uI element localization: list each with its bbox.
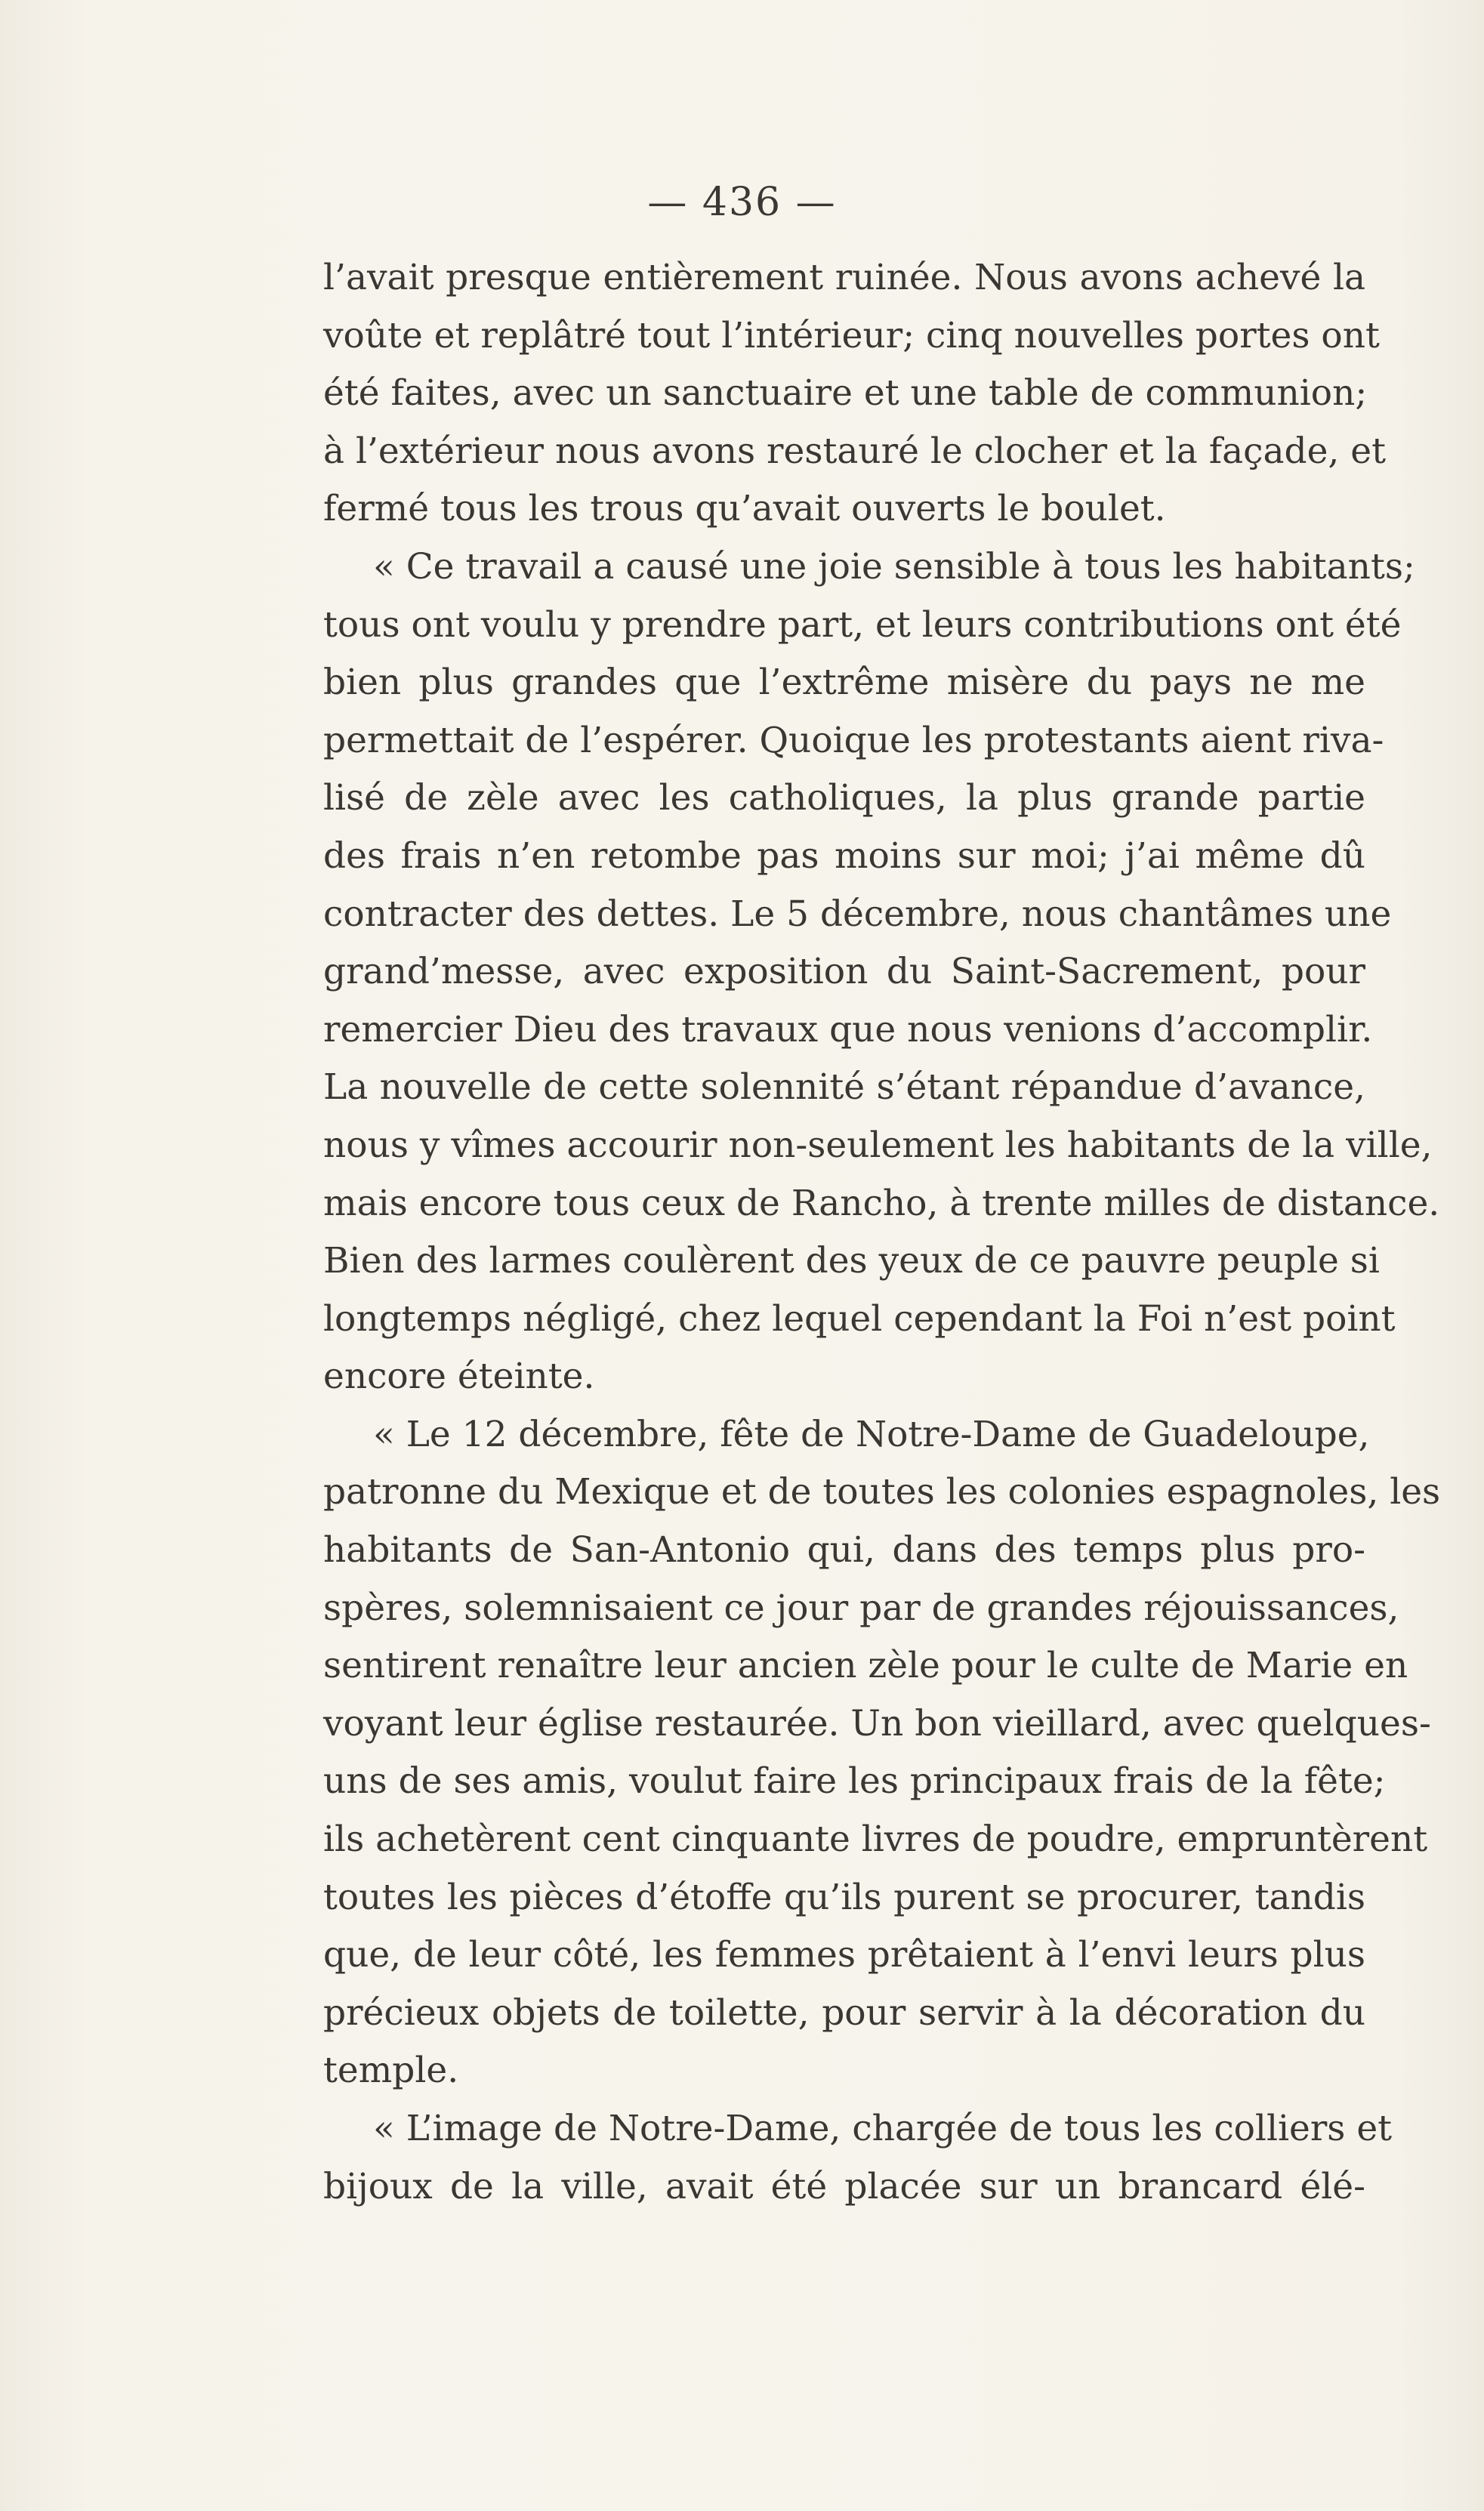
text-line: que, de leur côté, les femmes prêtaient à l’envi leurs plus — [323, 1934, 1365, 1976]
text-line: Bien des larmes coulèrent des yeux de ce pauvre peuple si — [323, 1240, 1380, 1282]
text-line: bien plus grandes que l’extrême misère du pays ne me — [323, 662, 1365, 704]
text-line: lisé de zèle avec les catholiques, la plus grande partie — [323, 777, 1365, 819]
text-line: tous ont voulu y prendre part, et leurs contributions ont été — [323, 603, 1402, 646]
text-line: été faites, avec un sanctuaire et une table de communion; — [323, 372, 1368, 415]
text-line: ils achetèrent cent cinquante livres de poudre, empruntèrent — [323, 1818, 1428, 1861]
text-line: spères, solemnisaient ce jour par de grandes réjouissances, — [323, 1587, 1399, 1629]
text-line: des frais n’en retombe pas moins sur moi; j’ai même dû — [323, 834, 1365, 877]
text-line: l’avait presque entièrement ruinée. Nous avons achevé la — [323, 257, 1365, 298]
text-line: bijoux de la ville, avait été placée sur un brancard élé- — [323, 2165, 1365, 2207]
text-line: « Ce travail a causé une joie sensible à tous les habitants; — [373, 545, 1415, 588]
text-line: précieux objets de toilette, pour servir à la décoration du — [323, 1991, 1365, 2034]
text-line: permettait de l’espérer. Quoique les protestants aient riva- — [323, 719, 1384, 761]
text-line: habitants de San-Antonio qui, dans des temps plus pro- — [323, 1529, 1365, 1572]
text-line: « L’image de Notre-Dame, chargée de tous les colliers et — [373, 2108, 1393, 2149]
text-line: à l’extérieur nous avons restauré le clocher et la façade, et — [323, 430, 1386, 472]
text-line: fermé tous les trous qu’avait ouverts le boulet. — [323, 488, 1166, 530]
body-text — [323, 249, 1441, 2216]
text-line: grand’messe, avec exposition du Saint-Sacrement, pour — [323, 951, 1365, 993]
text-line: remercier Dieu des travaux que nous venions d’accomplir. — [323, 1008, 1373, 1050]
text-line: patronne du Mexique et de toutes les colonies espagnoles, les — [323, 1471, 1441, 1513]
text-line: sentirent renaître leur ancien zèle pour le culte de Marie en — [323, 1645, 1408, 1687]
text-line: nous y vîmes accourir non-seulement les habitants de la ville, — [323, 1124, 1433, 1166]
text-line: toutes les pièces d’étoffe qu’ils purent se procurer, tandis — [323, 1876, 1365, 1918]
text-line: contracter des dettes. Le 5 décembre, nous chantâmes une — [323, 893, 1392, 935]
text-line: longtemps négligé, chez lequel cependant la Foi n’est point — [323, 1297, 1396, 1340]
text-line: mais encore tous ceux de Rancho, à trente milles de distance. — [323, 1182, 1440, 1224]
page-number: — 436 — — [647, 180, 837, 225]
text-line: voyant leur église restaurée. Un bon vieillard, avec quelques- — [323, 1702, 1431, 1744]
text-line: voûte et replâtré tout l’intérieur; cinq nouvelles portes ont — [323, 314, 1380, 356]
text-line: encore éteinte. — [323, 1356, 595, 1398]
text-line: La nouvelle de cette solennité s’étant répandue d’avance, — [323, 1066, 1365, 1109]
text-line: temple. — [323, 2050, 459, 2092]
text-line: « Le 12 décembre, fête de Notre-Dame de Guadeloupe, — [373, 1413, 1370, 1455]
text-line: uns de ses amis, voulut faire les principaux frais de la fête; — [323, 1760, 1386, 1803]
